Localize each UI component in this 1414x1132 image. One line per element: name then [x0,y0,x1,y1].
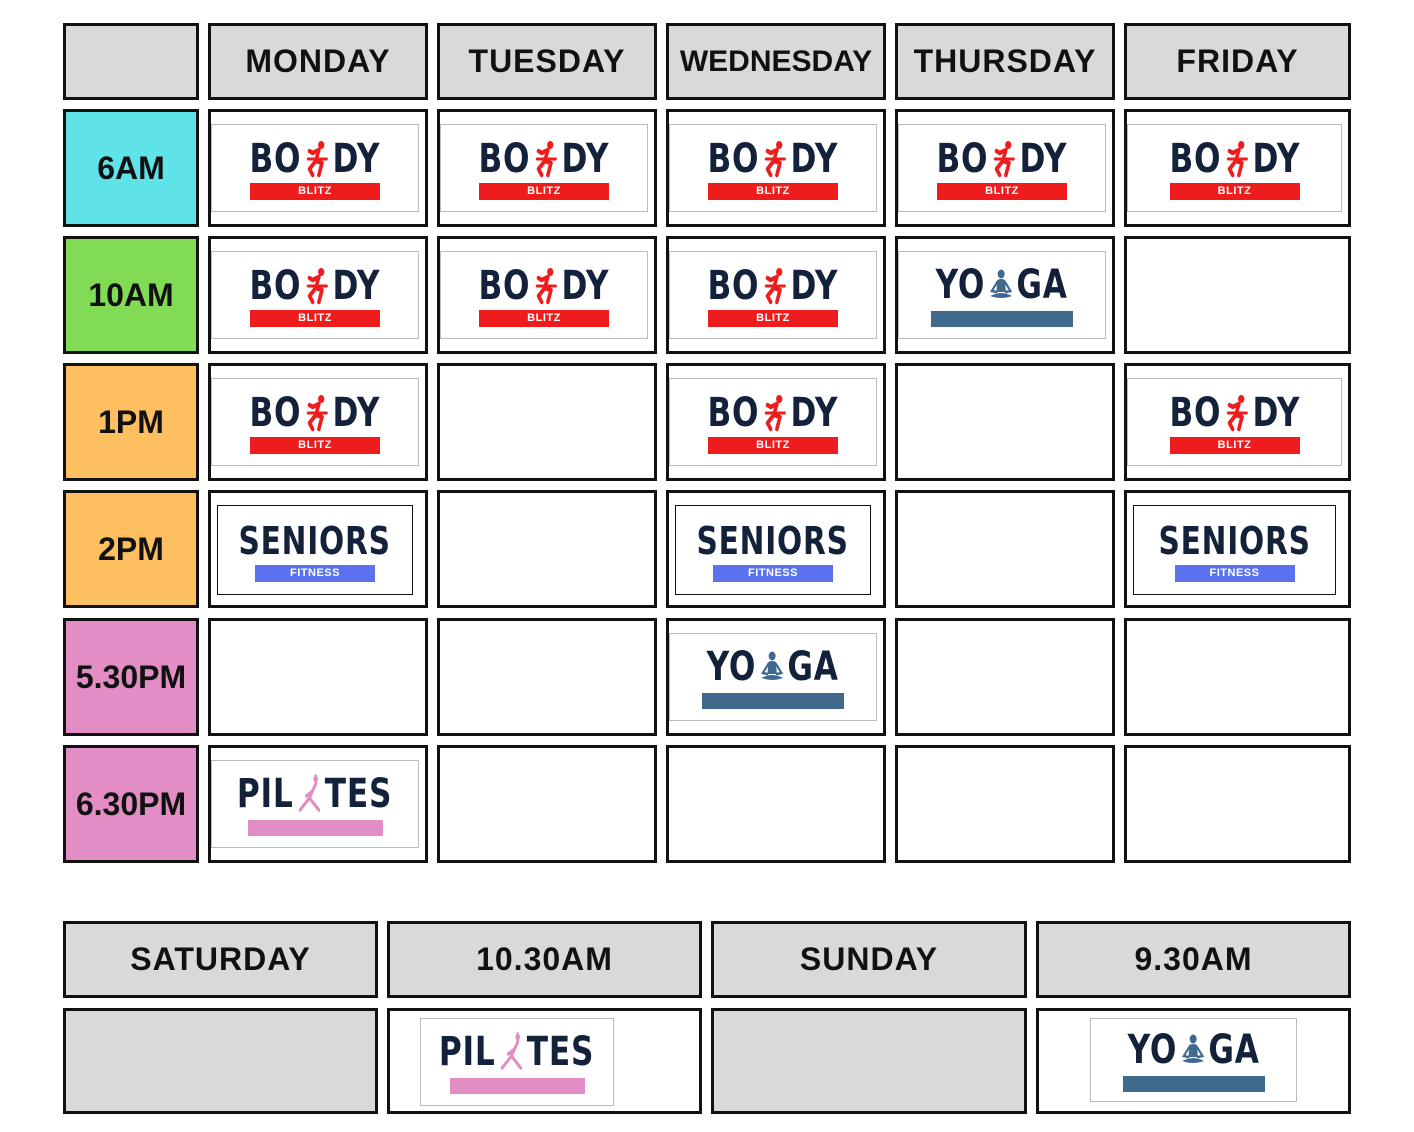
empty-slot [895,745,1115,863]
squat-figure-icon [305,393,330,433]
class-title-right: DY [1019,135,1068,182]
class-title-right: DY [561,262,610,309]
time-slot-label: 6AM [63,109,199,227]
day-header-friday: FRIDAY [1124,23,1351,100]
class-title-left: BO [249,262,302,309]
empty-slot [1124,618,1351,736]
class-title [1127,1028,1259,1072]
class-title-right: TES [527,1029,595,1075]
body-blitz-logo [669,378,877,466]
squat-figure-icon [992,139,1017,179]
day-header-tuesday: TUESDAY [437,23,657,100]
class-subtitle-bar: BLITZ [1170,183,1300,200]
class-title [708,391,839,435]
body-blitz-logo [669,124,877,212]
empty-slot [208,618,428,736]
time-slot-label: 10AM [63,236,199,354]
squat-figure-icon [763,266,788,306]
class-subtitle-bar: BLITZ [1170,437,1300,454]
class-subtitle-bar: BLITZ [250,437,380,454]
class-title-left: BO [249,135,302,182]
empty-slot [437,490,657,608]
day-header-thursday: THURSDAY [895,23,1115,100]
squat-figure-icon [534,139,559,179]
squat-figure-icon [1224,393,1249,433]
squat-figure-icon [305,266,330,306]
class-title-left: BO [936,135,989,182]
saturday-blank-cell [63,1008,378,1114]
empty-slot [895,490,1115,608]
yoga-logo [898,251,1106,339]
class-title-right: DY [1252,135,1300,182]
body-blitz-logo [440,251,648,339]
meditation-figure-icon [989,265,1014,305]
time-slot-label: 6.30PM [63,745,199,863]
pilates-logo [211,760,419,848]
class-title-right: DY [332,135,381,182]
class-title-right: DY [332,262,381,309]
seniors-logo [217,505,413,595]
class-subtitle-bar: BLITZ [479,183,609,200]
class-title [250,391,381,435]
class-title [239,519,391,563]
class-subtitle-bar: FITNESS [255,565,375,582]
time-slot-label: 1PM [63,363,199,481]
class-title-left: YO [1127,1027,1178,1073]
saturday-time: 10.30AM [387,921,702,998]
body-blitz-logo [211,251,419,339]
body-blitz-logo [211,378,419,466]
class-title [250,264,381,308]
class-title-left: YO [935,262,986,308]
class-title-right: DY [790,135,839,182]
squat-figure-icon [763,139,788,179]
class-title [1158,519,1310,563]
class-title [1169,391,1300,435]
class-subtitle-bar: BLITZ [250,310,380,327]
saturday-header: SATURDAY [63,921,378,998]
empty-slot [1124,236,1351,354]
class-title-right: DY [332,389,381,436]
class-title-right: GA [1208,1027,1260,1073]
yoga-logo-sunday [1090,1018,1297,1102]
class-title-text: SENIORS [238,518,392,563]
class-subtitle-bar [1123,1076,1265,1092]
class-subtitle-bar: BLITZ [708,183,838,200]
class-title [479,137,610,181]
class-subtitle-bar: BLITZ [708,310,838,327]
body-blitz-logo [440,124,648,212]
class-title [708,264,839,308]
empty-slot [437,363,657,481]
class-title-left: BO [249,389,302,436]
empty-slot [895,618,1115,736]
body-blitz-logo [898,124,1106,212]
class-title [1169,137,1300,181]
body-blitz-logo [669,251,877,339]
class-title-left: PIL [439,1029,497,1075]
class-title-right: DY [1252,389,1300,436]
class-subtitle-bar: BLITZ [708,437,838,454]
class-title-text: SENIORS [1158,518,1311,563]
class-title-left: YO [706,644,757,690]
class-title-left: BO [707,262,760,309]
squat-figure-icon [1224,139,1249,179]
class-title-text: SENIORS [696,518,850,563]
class-title [937,137,1068,181]
class-subtitle-bar [248,820,383,836]
class-title-right: DY [790,262,839,309]
empty-slot [437,618,657,736]
sunday-time: 9.30AM [1036,921,1351,998]
body-blitz-logo [1127,378,1342,466]
meditation-figure-icon [760,647,785,687]
squat-figure-icon [763,393,788,433]
class-title-left: BO [478,262,531,309]
empty-slot [437,745,657,863]
class-title-right: TES [325,771,393,817]
class-subtitle-bar: BLITZ [937,183,1067,200]
class-title-left: BO [1169,389,1221,436]
empty-slot [666,745,886,863]
squat-figure-icon [305,139,330,179]
class-title-left: BO [707,389,760,436]
pilates-pose-icon [297,774,322,814]
class-title [936,263,1068,307]
day-header-wednesday: WEDNESDAY [666,23,886,100]
sunday-header: SUNDAY [711,921,1027,998]
class-subtitle-bar [450,1078,585,1094]
class-title-right: GA [1016,262,1069,308]
empty-slot [1124,745,1351,863]
class-title-left: BO [478,135,531,182]
seniors-logo [1133,505,1336,595]
class-title-right: DY [790,389,839,436]
body-blitz-logo [211,124,419,212]
class-subtitle-bar: BLITZ [479,310,609,327]
seniors-logo [675,505,871,595]
class-title-left: PIL [237,771,295,817]
class-subtitle-bar: BLITZ [250,183,380,200]
class-title [707,645,839,689]
class-title-left: BO [707,135,760,182]
class-subtitle-bar [702,693,844,709]
pilates-logo-saturday [420,1018,614,1106]
class-subtitle-bar: FITNESS [713,565,833,582]
corner-cell [63,23,199,100]
day-header-monday: MONDAY [208,23,428,100]
class-title [250,137,381,181]
class-title-right: DY [561,135,610,182]
class-subtitle-bar [931,311,1073,327]
class-subtitle-bar: FITNESS [1175,565,1295,582]
class-title [708,137,839,181]
class-title [439,1030,594,1074]
time-slot-label: 2PM [63,490,199,608]
class-title-right: GA [787,644,840,690]
squat-figure-icon [534,266,559,306]
class-title-left: BO [1169,135,1221,182]
class-title [697,519,849,563]
empty-slot [895,363,1115,481]
body-blitz-logo [1127,124,1342,212]
class-title [237,772,392,816]
pilates-pose-icon [499,1032,524,1072]
time-slot-label: 5.30PM [63,618,199,736]
sunday-blank-cell [711,1008,1027,1114]
class-title [479,264,610,308]
meditation-figure-icon [1180,1030,1205,1070]
yoga-logo [669,633,877,721]
